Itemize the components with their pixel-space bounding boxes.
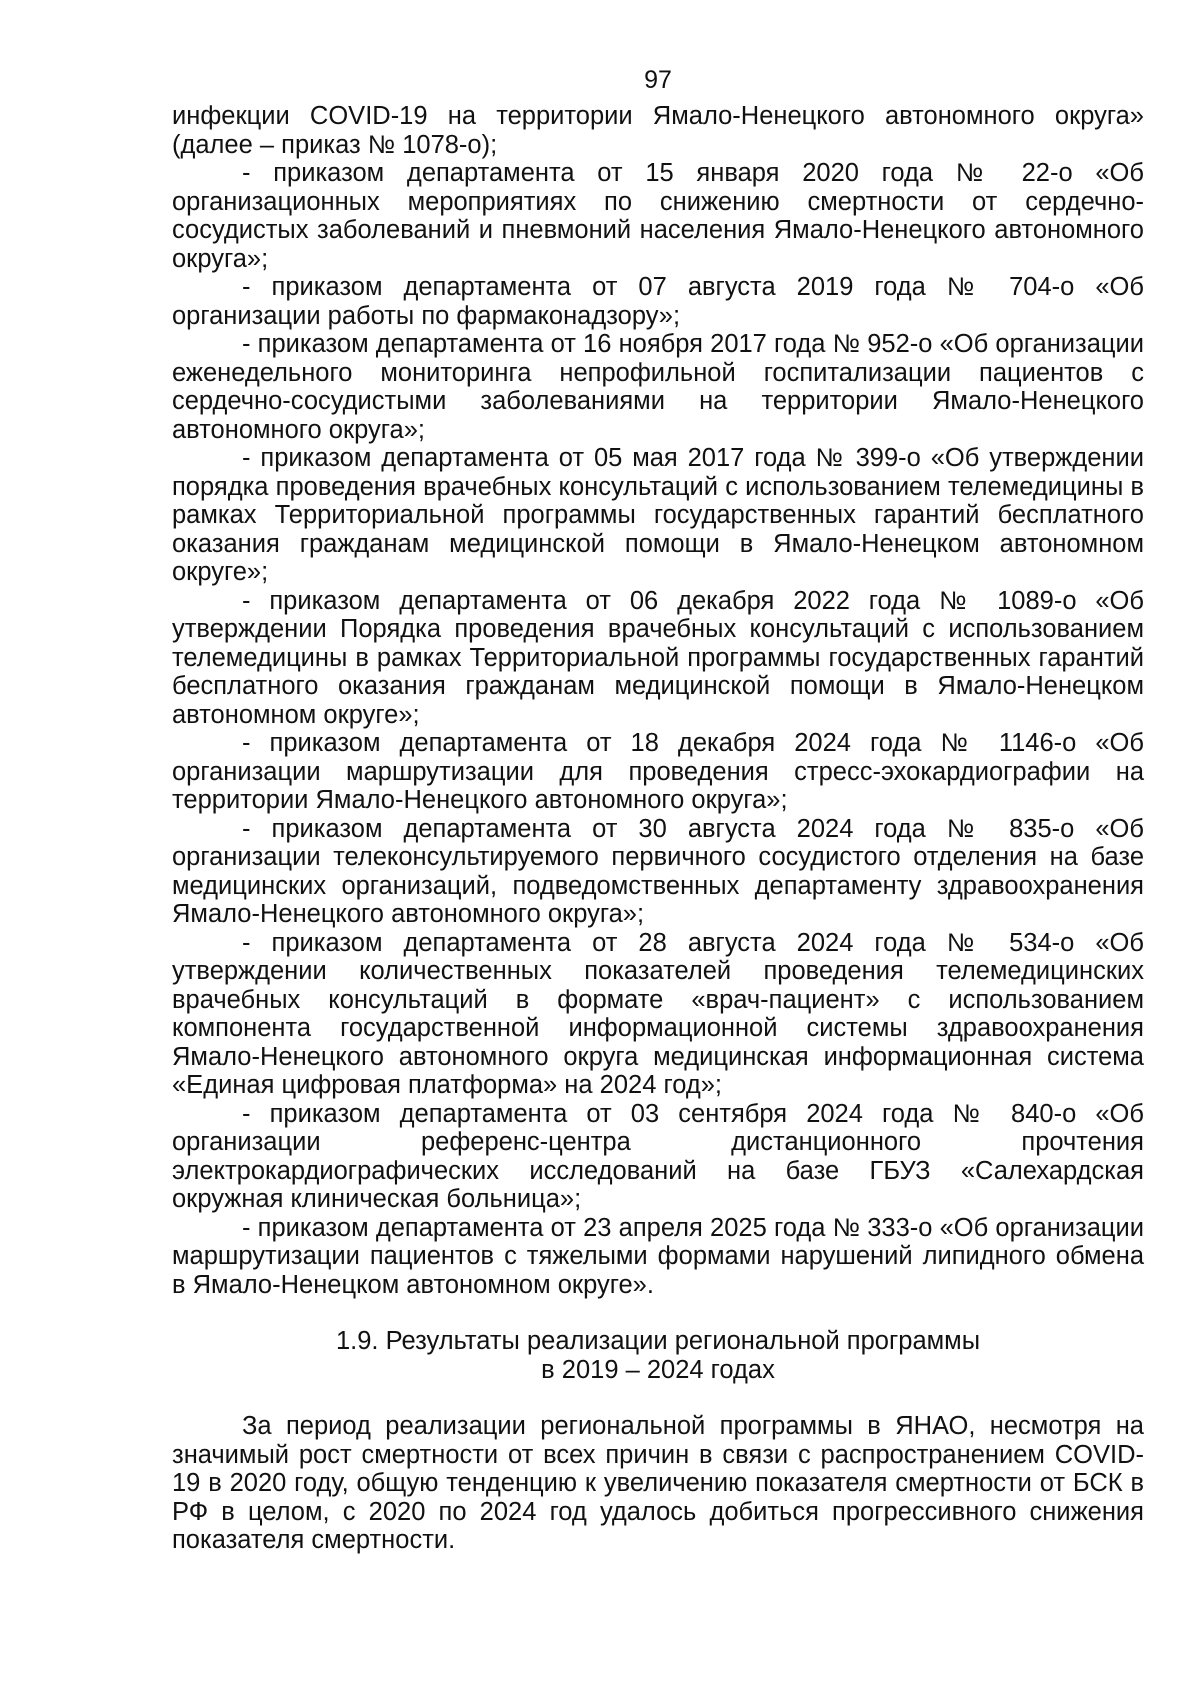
- list-item: - приказом департамента от 16 ноября 2017 года № 952-о «Об организации еженедельного мониторинга непрофильной госпитализации пациентов с сердечно-сосудистыми заболеваниями на территории Ямало-Ненецкого автономного округа»;: [172, 330, 1144, 444]
- section-heading: [172, 1327, 1144, 1384]
- list-item: - приказом департамента от 15 января 2020 года № 22-о «Об организационных мероприятиях по снижению смертности от сердечно-сосудистых заболеваний и пневмоний населения Ямало-Ненецкого автономного округа»;: [172, 159, 1144, 273]
- list-item: - приказом департамента от 23 апреля 2025 года № 333-о «Об организации маршрутизации пациентов с тяжелыми формами нарушений липидного обмена в Ямало-Ненецком автономном округе».: [172, 1213, 1144, 1299]
- list-item: - приказом департамента от 03 сентября 2024 года № 840-о «Об организации референс-центра дистанционного прочтения электрокардиографических исследований на базе ГБУЗ «Салехардская окружная клиническая больница»;: [172, 1099, 1144, 1213]
- section-body: [172, 1412, 1144, 1555]
- list-item: инфекции COVID-19 на территории Ямало-Ненецкого автономного округа» (далее – приказ № 1078-о);: [172, 102, 1144, 159]
- page-number: 97: [644, 66, 672, 94]
- section-heading-line-2: в 2019 – 2024 годах: [541, 1355, 775, 1384]
- list-item: - приказом департамента от 18 декабря 2024 года № 1146-о «Об организации маршрутизации для проведения стресс-эхокардиографии на территории Ямало-Ненецкого автономного округа»;: [172, 729, 1144, 814]
- intro-paragraph: За период реализации региональной программы в ЯНАО, несмотря на значимый рост смертности от всех причин в связи с распространением COVID-19 в 2020 году, общую тенденцию к увеличению показателя смертности от БСК в РФ в целом, с 2020 по 2024 год удалось добиться прогрессивного снижения показателя смертности.: [172, 1412, 1144, 1554]
- list-item: - приказом департамента от 06 декабря 2022 года № 1089-о «Об утверждении Порядка проведения врачебных консультаций с использованием телемедицины в рамках Территориальной программы государственных гарантий бесплатного оказания гражданам медицинской помощи в Ямало-Ненецком автономном округе»;: [172, 586, 1144, 729]
- list-item: - приказом департамента от 30 августа 2024 года № 835-о «Об организации телеконсультируемого первичного сосудистого отделения на базе медицинских организаций, подведомственных департаменту здравоохранения Ямало-Ненецкого автономного округа»;: [172, 814, 1144, 928]
- list-item: - приказом департамента от 07 августа 2019 года № 704-о «Об организации работы по фармаконадзору»;: [172, 273, 1144, 330]
- document-page: [172, 66, 1144, 1555]
- list-item: - приказом департамента от 05 мая 2017 года № 399-о «Об утверждении порядка проведения врачебных консультаций с использованием телемедицины в рамках Территориальной программы государственных гарантий бесплатного оказания гражданам медицинской помощи в Ямало-Ненецком автономном округе»;: [172, 444, 1144, 586]
- section-heading-line-1: 1.9. Результаты реализации региональной программы: [335, 1327, 981, 1355]
- orders-list: [172, 102, 1144, 1299]
- list-item: - приказом департамента от 28 августа 2024 года № 534-о «Об утверждении количественных показателей проведения телемедицинских врачебных консультаций в формате «врач-пациент» с использованием компонента государственной информационной системы здравоохранения Ямало-Ненецкого автономного округа медицинская информационная система «Единая цифровая платформа» на 2024 год»;: [172, 928, 1144, 1099]
